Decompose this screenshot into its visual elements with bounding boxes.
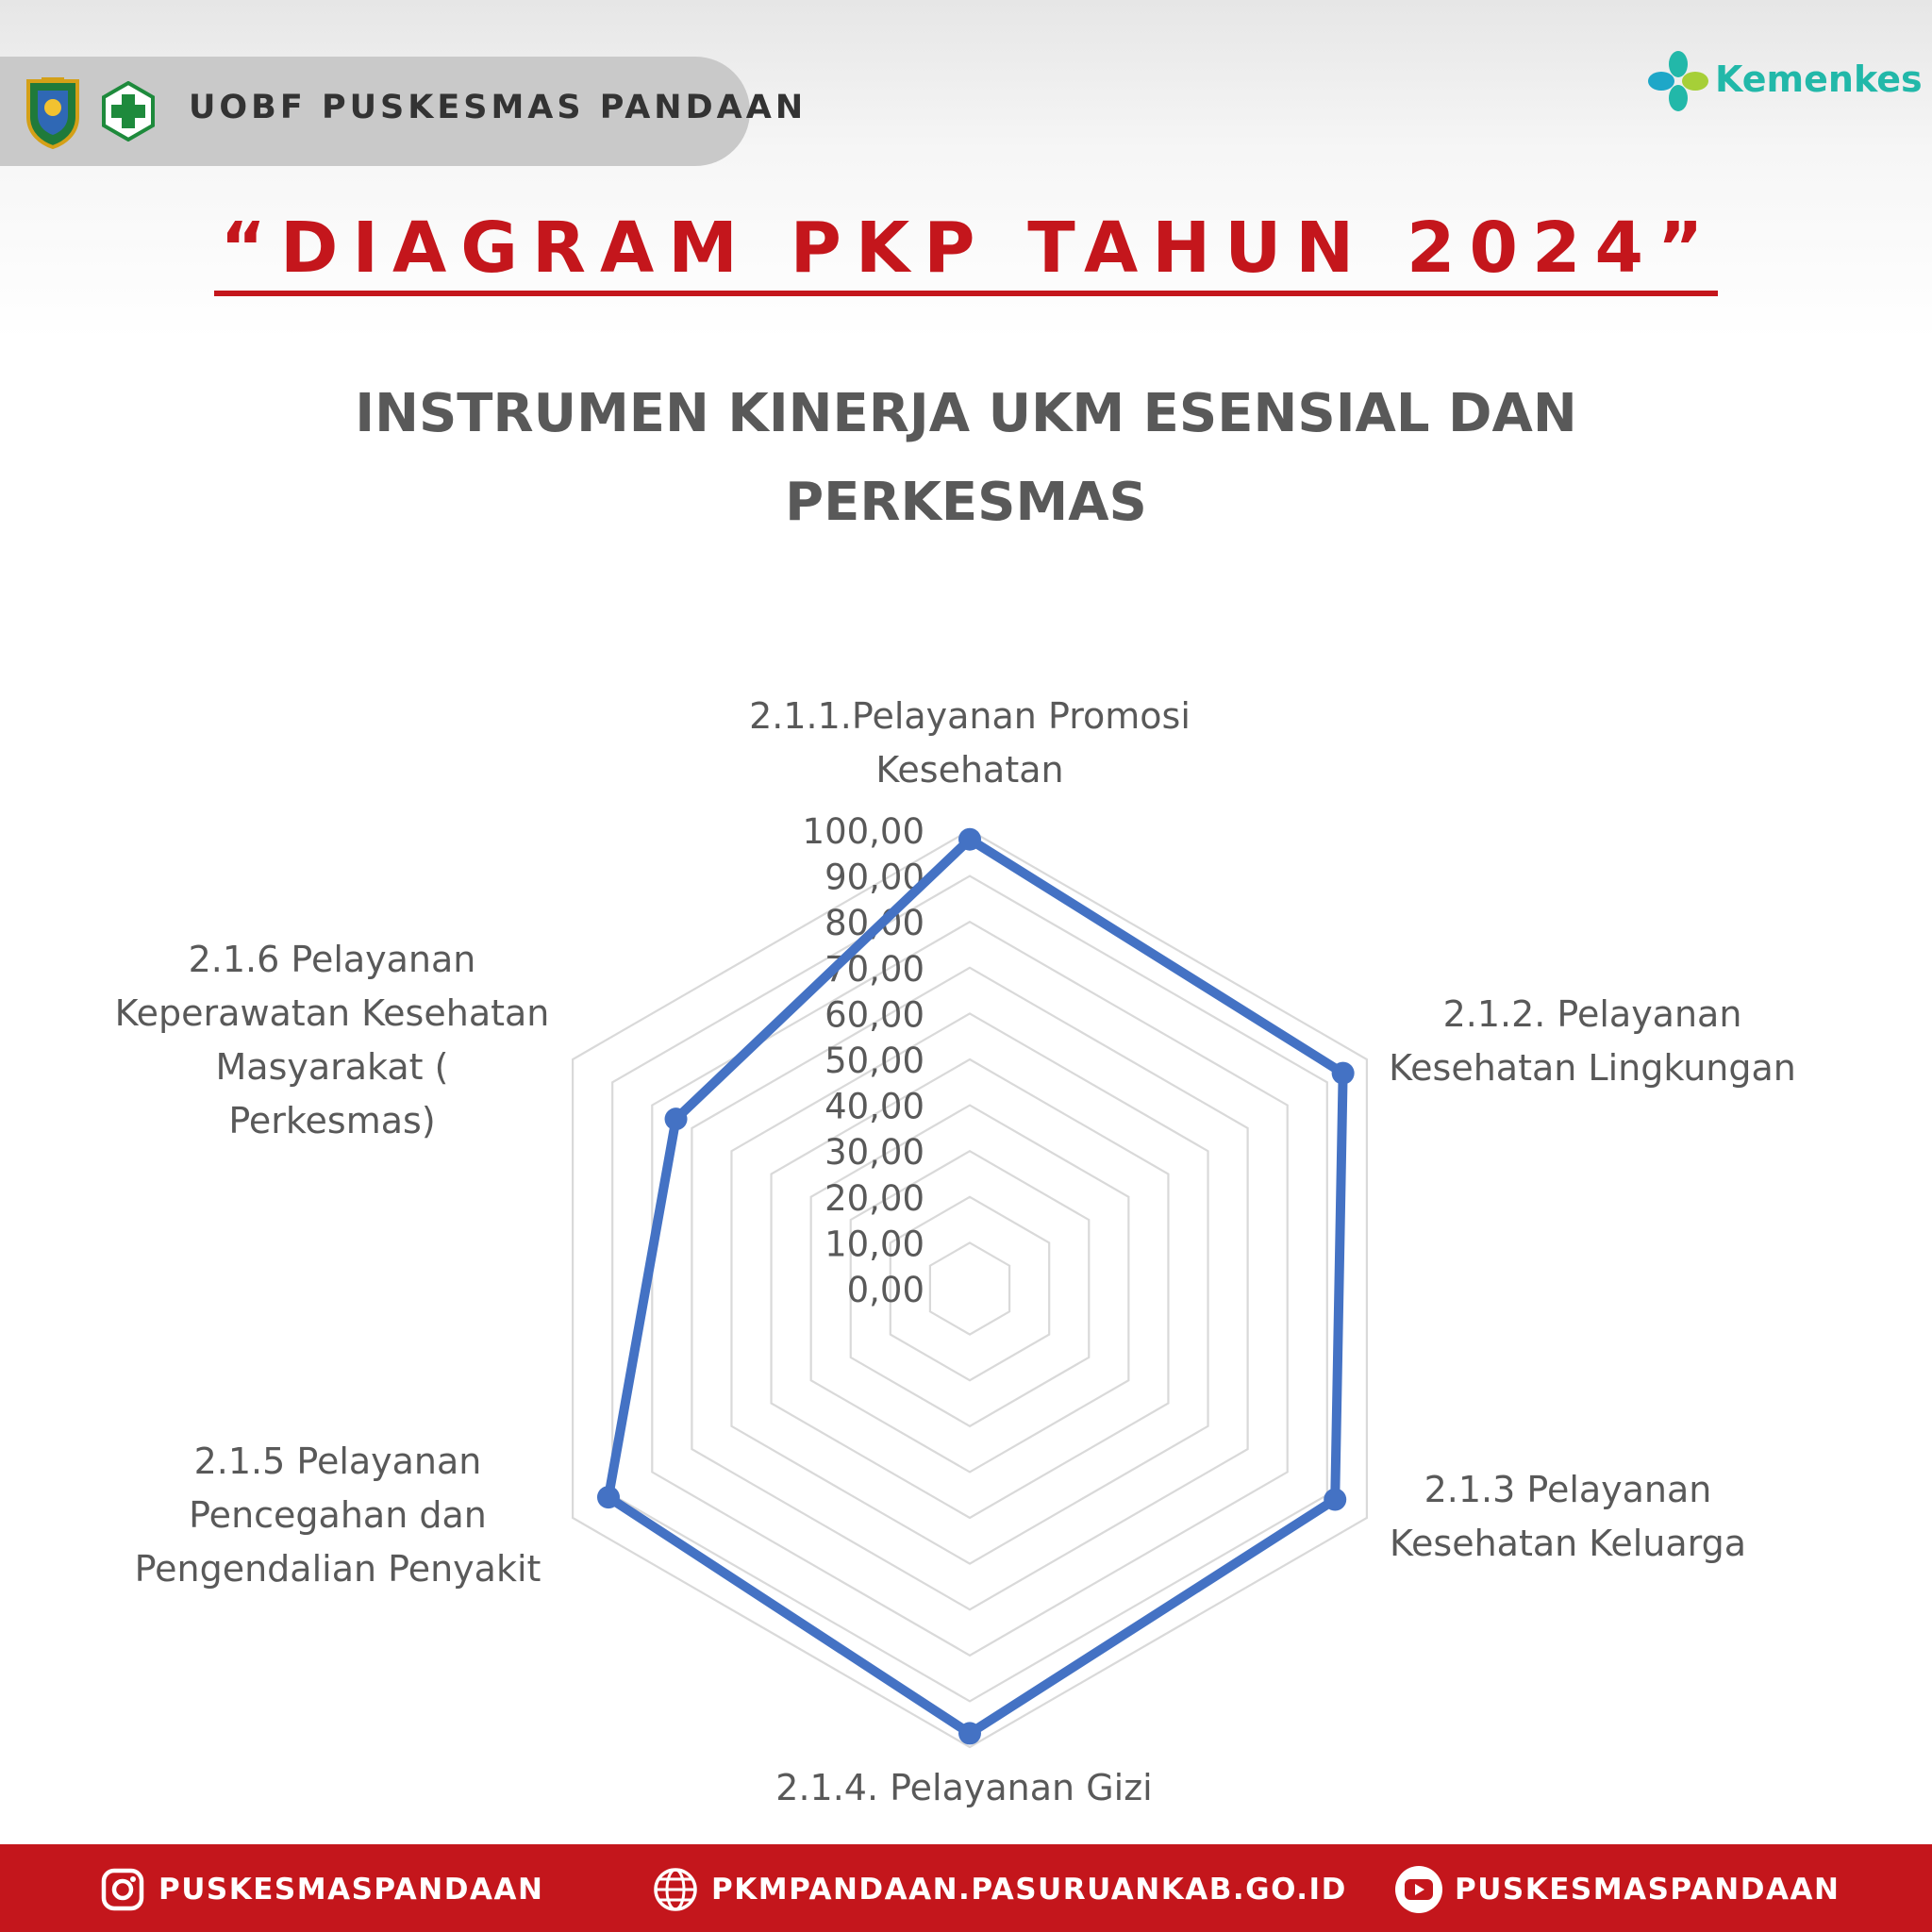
tick-label: 40,00 — [824, 1086, 924, 1127]
axis-label-line: 2.1.3 Pelayanan — [1424, 1469, 1712, 1510]
axis-label-line: 2.1.4. Pelayanan Gizi — [775, 1767, 1153, 1808]
grid-ring-6 — [731, 1013, 1208, 1563]
axis-label-line: 2.1.6 Pelayanan — [188, 939, 476, 980]
axis-label-line: Perkesmas) — [228, 1100, 436, 1141]
tick-label: 50,00 — [824, 1041, 924, 1081]
axis-label-line: 2.1.2. Pelayanan — [1442, 993, 1742, 1035]
footer-website-text: PKMPANDAAN.PASURUANKAB.GO.ID — [711, 1873, 1347, 1907]
axis-label-line: Keperawatan Kesehatan — [114, 992, 550, 1034]
kemenkes-brand: Kemenkes — [1715, 58, 1923, 100]
footer-instagram[interactable] — [98, 1865, 543, 1914]
header-title: UOBF PUSKESMAS PANDAAN — [189, 89, 808, 126]
axis-label — [775, 1767, 1152, 1808]
axis-label-line: Kesehatan — [875, 749, 1064, 791]
tick-label: 0,00 — [846, 1270, 924, 1310]
chart-title-line-2: PERKESMAS — [785, 472, 1147, 533]
axis-label — [749, 695, 1191, 791]
axis-label — [135, 1441, 541, 1590]
youtube-icon — [1394, 1865, 1443, 1914]
axis-label-line: Kesehatan Lingkungan — [1389, 1047, 1796, 1089]
grid-ring-5 — [772, 1059, 1169, 1518]
series-line — [608, 840, 1343, 1734]
tick-label: 20,00 — [824, 1177, 924, 1219]
tick-label: 70,00 — [824, 948, 924, 990]
instagram-icon — [98, 1865, 147, 1914]
data-point — [1324, 1489, 1346, 1511]
axis-label-line: Masyarakat ( — [215, 1046, 449, 1088]
globe-icon — [651, 1865, 700, 1914]
footer-instagram-text: PUSKESMASPANDAAN — [158, 1873, 544, 1907]
main-title-text: “DIAGRAM PKP TAHUN 2024” — [214, 213, 1717, 296]
tick-label: 100,00 — [802, 811, 924, 852]
tick-label: 30,00 — [824, 1132, 924, 1174]
footer-website[interactable] — [651, 1865, 1347, 1914]
tick-label: 90,00 — [824, 857, 924, 898]
data-point — [958, 828, 981, 851]
axis-label-line: 2.1.1.Pelayanan Promosi — [749, 695, 1191, 737]
grid-ring-8 — [652, 922, 1287, 1656]
axis-label — [1389, 993, 1796, 1089]
data-point — [1332, 1062, 1355, 1085]
axis-label — [1390, 1469, 1746, 1564]
footer-youtube[interactable] — [1394, 1865, 1840, 1914]
footer-bar — [0, 1844, 1932, 1932]
chart-title-line-1: INSTRUMEN KINERJA UKM ESENSIAL DAN — [355, 383, 1577, 444]
data-point — [958, 1722, 981, 1744]
data-point — [597, 1486, 620, 1508]
grid-ring-1 — [930, 1242, 1009, 1334]
grid-ring-7 — [691, 968, 1247, 1609]
axis-label-line: Pencegahan dan — [189, 1494, 487, 1536]
tick-label: 10,00 — [824, 1224, 924, 1265]
footer-youtube-text: PUSKESMASPANDAAN — [1455, 1873, 1840, 1907]
axis-label-line: Kesehatan Keluarga — [1390, 1523, 1746, 1564]
axis-label-line: 2.1.5 Pelayanan — [193, 1441, 482, 1482]
tick-label: 60,00 — [824, 994, 924, 1036]
axis-label — [115, 939, 550, 1141]
axis-label-line: Pengendalian Penyakit — [134, 1548, 541, 1590]
data-point — [665, 1108, 688, 1130]
tick-label: 80,00 — [824, 903, 924, 944]
